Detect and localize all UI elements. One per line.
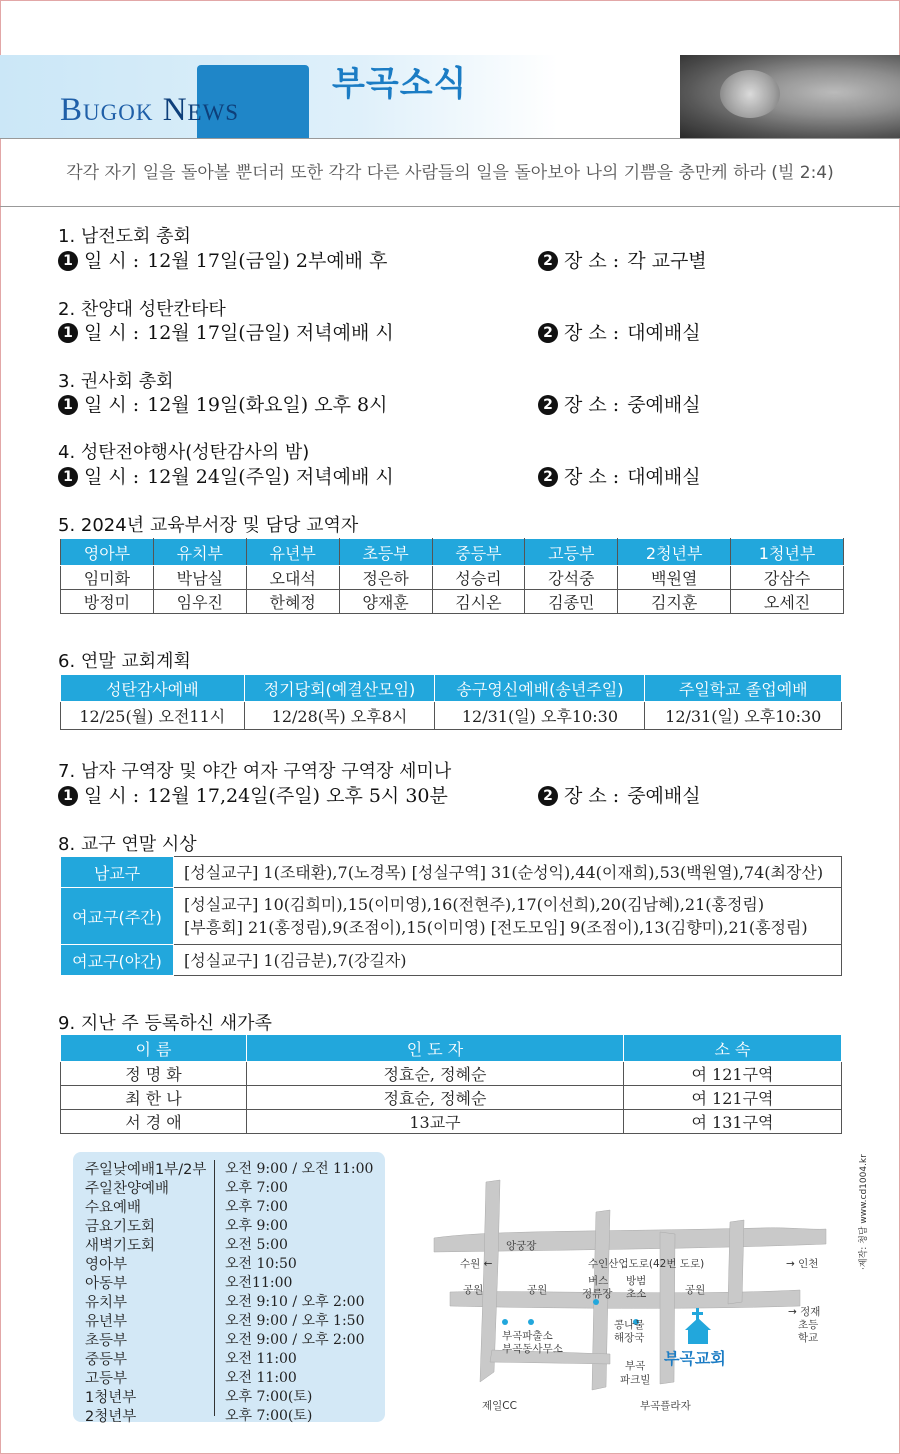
section-3-place bbox=[538, 390, 701, 417]
credit-text: ·제작: 청담 www.cd1004.kr bbox=[859, 1154, 869, 1270]
schedule-service: 주일낮예배1부/2부 bbox=[85, 1162, 207, 1178]
section-7-title: 7. 남자 구역장 및 야간 여자 구역장 구역장 세미나 bbox=[58, 761, 452, 782]
schedule-service: 유년부 bbox=[85, 1314, 128, 1330]
schedule-row bbox=[85, 1329, 375, 1348]
time-label: 일 시 : bbox=[84, 322, 140, 344]
time-label: 일 시 : bbox=[84, 394, 140, 416]
column-header: 중등부 bbox=[432, 539, 525, 566]
section-1-time bbox=[58, 246, 387, 273]
place-label: 장 소 : bbox=[564, 466, 620, 488]
label-park: 공원 bbox=[463, 1284, 484, 1296]
number-badge: 2 bbox=[538, 323, 558, 343]
table-header-row bbox=[61, 539, 844, 566]
table-cell: 방정미 bbox=[61, 590, 154, 614]
column-header: 성탄감사예배 bbox=[61, 675, 245, 702]
table-cell: 오세진 bbox=[731, 590, 844, 614]
schedule-time: 오전 5:00 bbox=[225, 1237, 288, 1253]
schedule-row bbox=[85, 1291, 375, 1310]
label-jeil-cc: 제일CC bbox=[482, 1400, 517, 1412]
table-row bbox=[61, 857, 842, 888]
label-kongnamul: 콩나물 bbox=[614, 1319, 645, 1331]
time-label: 일 시 : bbox=[84, 250, 140, 272]
row-label: 여교구(야간) bbox=[61, 945, 174, 976]
number-badge: 1 bbox=[58, 786, 78, 806]
table-cell: 박남실 bbox=[153, 566, 246, 590]
label-suwon: 수원 ← bbox=[460, 1258, 493, 1270]
schedule-row bbox=[85, 1215, 375, 1234]
label-haejangguk: 해장국 bbox=[614, 1332, 645, 1344]
schedule-time: 오전 9:00 / 오후 1:50 bbox=[225, 1313, 365, 1329]
time-value: 12월 17일(금일) 저녁예배 시 bbox=[147, 322, 394, 344]
time-label: 일 시 : bbox=[84, 785, 140, 807]
table-row bbox=[61, 590, 844, 614]
time-value: 12월 17일(금일) 2부예배 후 bbox=[147, 250, 388, 272]
table-cell: 김시온 bbox=[432, 590, 525, 614]
schedule-service: 1청년부 bbox=[85, 1390, 137, 1406]
section-2-place bbox=[538, 318, 701, 345]
worship-schedule bbox=[73, 1152, 385, 1425]
column-header: 영아부 bbox=[61, 539, 154, 566]
brand-logo bbox=[60, 92, 239, 129]
page-title: 부곡소식 bbox=[332, 64, 468, 104]
label-road: 수인산업도로(42번 도로) bbox=[588, 1258, 705, 1270]
number-badge: 2 bbox=[538, 395, 558, 415]
time-value: 12월 24일(주일) 저녁예배 시 bbox=[147, 466, 394, 488]
year-end-plan-table bbox=[60, 674, 842, 730]
time-value: 12월 19일(화요일) 오후 8시 bbox=[147, 394, 388, 416]
tree-stump-photo bbox=[680, 55, 900, 138]
label-yanggongjang: 앙궁장 bbox=[506, 1240, 537, 1252]
row-label: 남교구 bbox=[61, 857, 174, 888]
schedule-service: 고등부 bbox=[85, 1371, 128, 1387]
table-cell: 강삼수 bbox=[731, 566, 844, 590]
schedule-time: 오후 7:00(토) bbox=[225, 1389, 313, 1405]
place-value: 중예배실 bbox=[627, 394, 701, 416]
column-header: 고등부 bbox=[525, 539, 618, 566]
table-cell: [성실교구] 1(조태환),7(노경목) [성실구역] 31(순성익),44(이재희),53(백원열),74(최장산) bbox=[174, 857, 842, 888]
divider bbox=[0, 138, 900, 139]
location-map bbox=[430, 1172, 830, 1412]
schedule-row bbox=[85, 1253, 375, 1272]
table-cell: 강석중 bbox=[525, 566, 618, 590]
section-2-title: 2. 찬양대 성탄칸타타 bbox=[58, 299, 226, 320]
section-9-title: 9. 지난 주 등록하신 새가족 bbox=[58, 1013, 272, 1034]
brand-word-2: News bbox=[162, 92, 240, 128]
schedule-service: 초등부 bbox=[85, 1333, 128, 1349]
schedule-row bbox=[85, 1367, 375, 1386]
schedule-row bbox=[85, 1177, 375, 1196]
table-cell: 12/28(목) 오후8시 bbox=[244, 702, 435, 730]
place-value: 대예배실 bbox=[627, 466, 701, 488]
table-cell bbox=[174, 888, 842, 945]
schedule-row bbox=[85, 1386, 375, 1405]
number-badge: 2 bbox=[538, 467, 558, 487]
label-park: 공원 bbox=[527, 1284, 548, 1296]
label-office: 부곡동사무소 bbox=[502, 1343, 563, 1355]
column-header: 유년부 bbox=[246, 539, 339, 566]
column-header: 소 속 bbox=[624, 1035, 842, 1062]
schedule-row bbox=[85, 1158, 375, 1177]
table-cell: 여 121구역 bbox=[624, 1062, 842, 1086]
section-7-time bbox=[58, 781, 448, 808]
schedule-row bbox=[85, 1405, 375, 1424]
schedule-row bbox=[85, 1196, 375, 1215]
table-row bbox=[61, 1086, 842, 1110]
schedule-row bbox=[85, 1348, 375, 1367]
place-value: 각 교구별 bbox=[627, 250, 707, 272]
award-line: [성실교구] 10(김희미),15(이미영),16(전현주),17(이선희),20(김남혜),21(홍정림) bbox=[184, 895, 765, 914]
table-row bbox=[61, 1062, 842, 1086]
column-header: 송구영신예배(송년주일) bbox=[435, 675, 645, 702]
table-cell: 정은하 bbox=[339, 566, 432, 590]
number-badge: 1 bbox=[58, 467, 78, 487]
table-cell: 여 121구역 bbox=[624, 1086, 842, 1110]
place-value: 중예배실 bbox=[627, 785, 701, 807]
schedule-time: 오후 9:00 bbox=[225, 1218, 288, 1234]
schedule-service: 주일찬양예배 bbox=[85, 1181, 170, 1197]
label-bugok: 부곡 bbox=[625, 1360, 646, 1372]
schedule-service: 2청년부 bbox=[85, 1409, 137, 1425]
table-cell: 임우진 bbox=[153, 590, 246, 614]
table-cell: 12/25(월) 오전11시 bbox=[61, 702, 245, 730]
table-cell: 정 명 화 bbox=[61, 1062, 247, 1086]
section-2-time bbox=[58, 318, 394, 345]
table-header-row bbox=[61, 675, 842, 702]
column-header: 1청년부 bbox=[731, 539, 844, 566]
column-header: 유치부 bbox=[153, 539, 246, 566]
church-icon bbox=[685, 1308, 711, 1344]
label-jeongjae: → 정재 bbox=[788, 1306, 821, 1318]
schedule-time: 오전 10:50 bbox=[225, 1256, 297, 1272]
section-1-title: 1. 남전도회 총회 bbox=[58, 226, 191, 247]
place-label: 장 소 : bbox=[564, 394, 620, 416]
table-cell: 한혜정 bbox=[246, 590, 339, 614]
table-row bbox=[61, 1110, 842, 1134]
column-header: 주일학교 졸업예배 bbox=[645, 675, 842, 702]
column-header: 2청년부 bbox=[618, 539, 731, 566]
table-cell: 여 131구역 bbox=[624, 1110, 842, 1134]
schedule-time: 오후 7:00(토) bbox=[225, 1408, 313, 1424]
schedule-service: 금요기도회 bbox=[85, 1219, 156, 1235]
column-header: 이 름 bbox=[61, 1035, 247, 1062]
table-cell: 서 경 애 bbox=[61, 1110, 247, 1134]
table-cell: 백원열 bbox=[618, 566, 731, 590]
section-3-time bbox=[58, 390, 387, 417]
label-elementary: 초등 bbox=[798, 1319, 819, 1331]
table-cell: 정효순, 정혜순 bbox=[247, 1086, 624, 1110]
label-park: 공원 bbox=[685, 1284, 706, 1296]
table-cell: 정효순, 정혜순 bbox=[247, 1062, 624, 1086]
award-line: [부흥회] 21(홍정림),9(조점이),15(이미영) [전도모임] 9(조점이),13(김향미),21(홍정림) bbox=[184, 918, 808, 937]
table-cell: 김지훈 bbox=[618, 590, 731, 614]
table-cell: 12/31(일) 오후10:30 bbox=[435, 702, 645, 730]
table-row bbox=[61, 566, 844, 590]
schedule-row bbox=[85, 1310, 375, 1329]
new-family-table bbox=[60, 1034, 842, 1134]
table-cell: [성실교구] 1(김금분),7(강길자) bbox=[174, 945, 842, 976]
schedule-row bbox=[85, 1234, 375, 1253]
place-label: 장 소 : bbox=[564, 250, 620, 272]
section-5-title: 5. 2024년 교육부서장 및 담당 교역자 bbox=[58, 515, 359, 536]
section-1-place bbox=[538, 246, 707, 273]
number-badge: 1 bbox=[58, 251, 78, 271]
label-parkville: 파크빌 bbox=[620, 1374, 651, 1386]
verse-text: 각각 자기 일을 돌아볼 뿐더러 또한 각각 다른 사람들의 일을 돌아보아 나의 기쁨을 충만케 하라 (빌 2:4) bbox=[66, 163, 834, 183]
schedule-service: 영아부 bbox=[85, 1257, 128, 1273]
time-label: 일 시 : bbox=[84, 466, 140, 488]
schedule-time: 오후 7:00 bbox=[225, 1199, 288, 1215]
schedule-row bbox=[85, 1272, 375, 1291]
label-bus: 버스 bbox=[588, 1275, 609, 1287]
row-label: 여교구(주간) bbox=[61, 888, 174, 945]
schedule-service: 수요예배 bbox=[85, 1200, 142, 1216]
label-bus-stop: 정류장 bbox=[582, 1288, 613, 1300]
table-cell: 양재훈 bbox=[339, 590, 432, 614]
section-4-time bbox=[58, 462, 394, 489]
divider bbox=[0, 206, 900, 207]
schedule-time: 오전 9:00 / 오전 11:00 bbox=[225, 1161, 374, 1177]
schedule-time: 오전 11:00 bbox=[225, 1351, 297, 1367]
number-badge: 1 bbox=[58, 395, 78, 415]
table-cell: 12/31(일) 오후10:30 bbox=[645, 702, 842, 730]
number-badge: 1 bbox=[58, 323, 78, 343]
education-table bbox=[60, 538, 844, 614]
place-label: 장 소 : bbox=[564, 785, 620, 807]
section-4-place bbox=[538, 462, 701, 489]
schedule-service: 유치부 bbox=[85, 1295, 128, 1311]
table-cell: 13교구 bbox=[247, 1110, 624, 1134]
table-row bbox=[61, 888, 842, 945]
label-plaza: 부곡플라자 bbox=[640, 1400, 691, 1412]
table-header-row bbox=[61, 1035, 842, 1062]
column-header: 초등부 bbox=[339, 539, 432, 566]
table-row bbox=[61, 945, 842, 976]
time-value: 12월 17,24일(주일) 오후 5시 30분 bbox=[147, 785, 448, 807]
label-school: 학교 bbox=[798, 1332, 819, 1344]
section-4-title: 4. 성탄전야행사(성탄감사의 밤) bbox=[58, 442, 310, 463]
table-cell: 임미화 bbox=[61, 566, 154, 590]
label-church: 부곡교회 bbox=[664, 1349, 726, 1368]
schedule-time: 오전11:00 bbox=[225, 1275, 293, 1291]
schedule-time: 오후 7:00 bbox=[225, 1180, 288, 1196]
column-header: 인 도 자 bbox=[247, 1035, 624, 1062]
section-8-title: 8. 교구 연말 시상 bbox=[58, 834, 197, 855]
table-cell: 성승리 bbox=[432, 566, 525, 590]
label-crime: 방범 bbox=[626, 1275, 647, 1287]
section-7-place bbox=[538, 781, 701, 808]
table-cell: 최 한 나 bbox=[61, 1086, 247, 1110]
number-badge: 2 bbox=[538, 251, 558, 271]
column-header: 정기당회(예결산모임) bbox=[244, 675, 435, 702]
place-label: 장 소 : bbox=[564, 322, 620, 344]
brand-word-1: Bugok bbox=[60, 92, 154, 128]
schedule-service: 새벽기도회 bbox=[85, 1238, 156, 1254]
place-value: 대예배실 bbox=[627, 322, 701, 344]
table-row bbox=[61, 702, 842, 730]
table-cell: 오대석 bbox=[246, 566, 339, 590]
number-badge: 2 bbox=[538, 786, 558, 806]
schedule-service: 중등부 bbox=[85, 1352, 128, 1368]
awards-table bbox=[60, 856, 842, 976]
section-3-title: 3. 권사회 총회 bbox=[58, 371, 174, 392]
schedule-time: 오전 9:00 / 오후 2:00 bbox=[225, 1332, 365, 1348]
label-incheon: → 인천 bbox=[786, 1258, 819, 1270]
schedule-time: 오전 11:00 bbox=[225, 1370, 297, 1386]
schedule-service: 아동부 bbox=[85, 1276, 128, 1292]
label-post: 초소 bbox=[626, 1288, 647, 1300]
table-cell: 김종민 bbox=[525, 590, 618, 614]
section-6-title: 6. 연말 교회계획 bbox=[58, 651, 191, 672]
schedule-time: 오전 9:10 / 오후 2:00 bbox=[225, 1294, 365, 1310]
label-police: 부곡파출소 bbox=[502, 1330, 553, 1342]
